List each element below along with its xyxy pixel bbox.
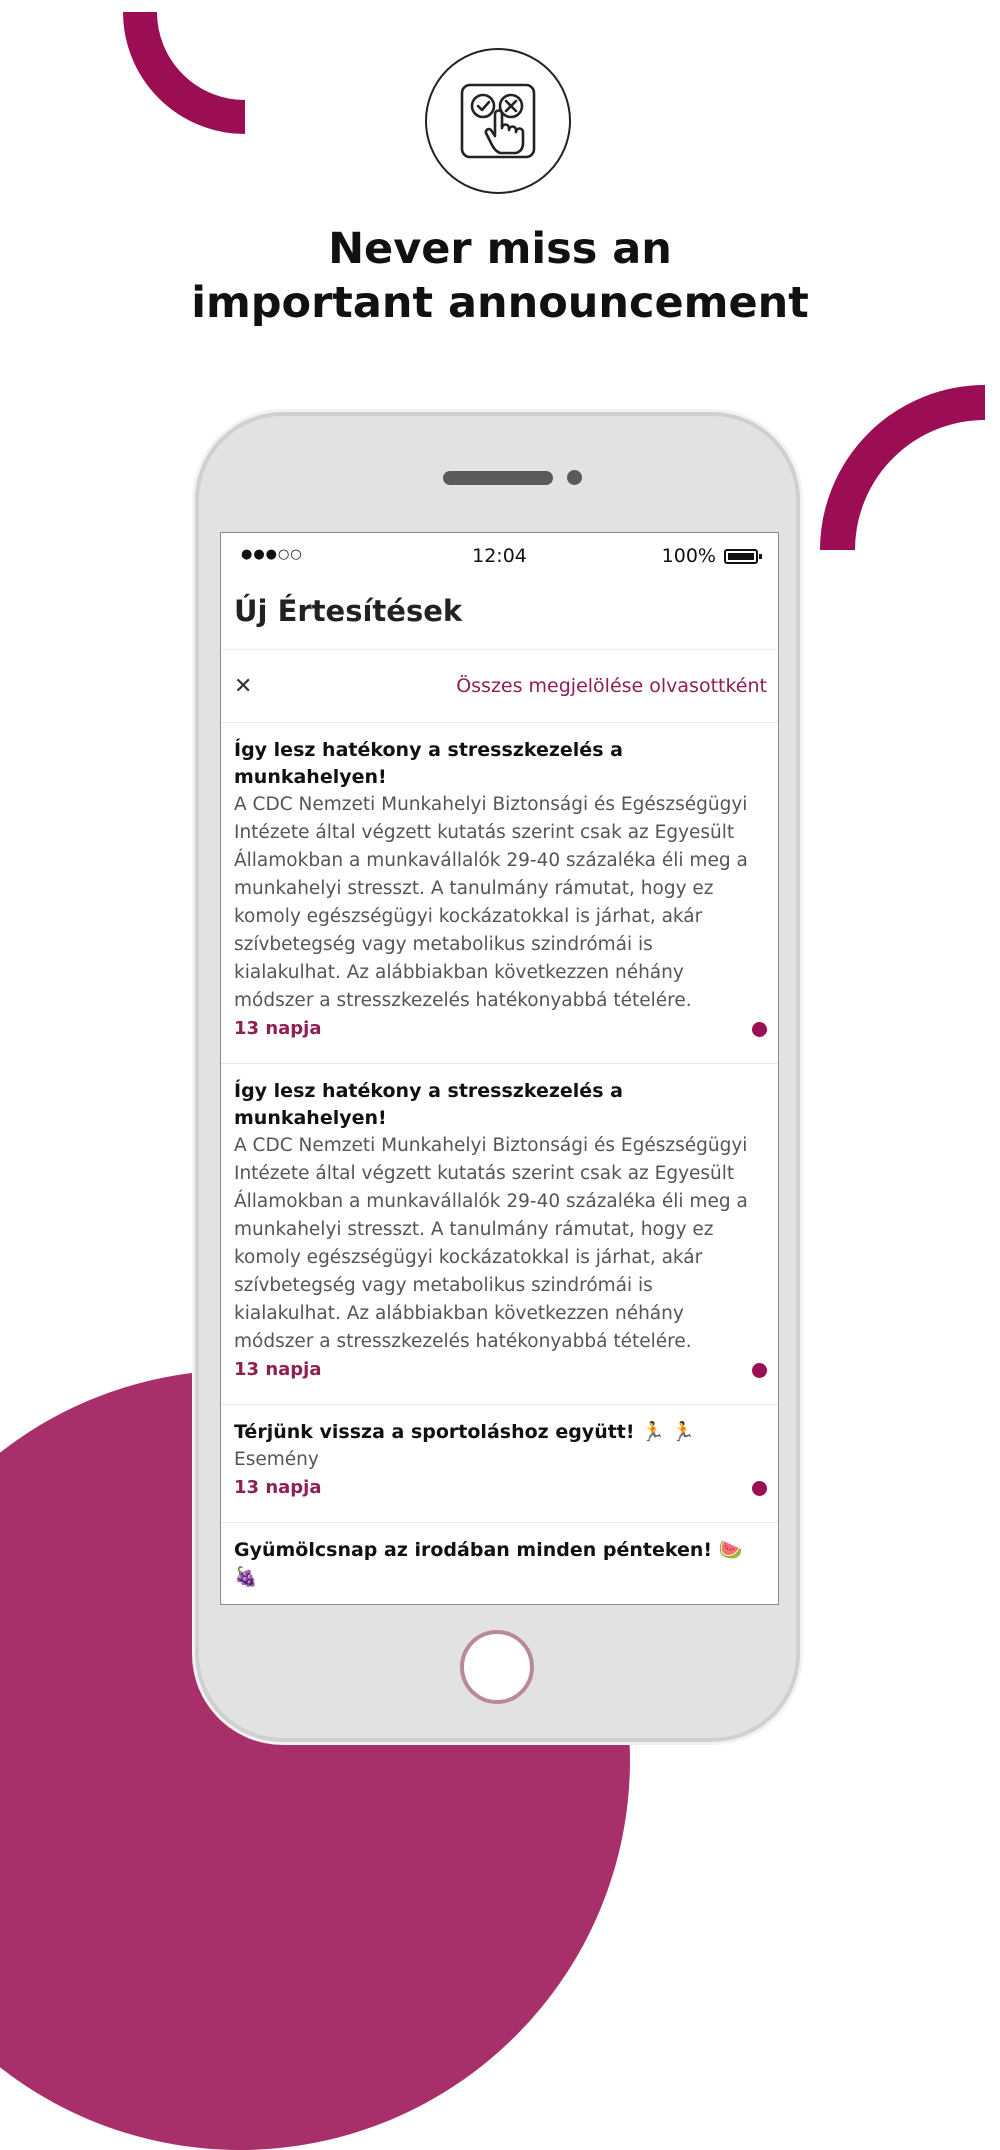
notification-title: Így lesz hatékony a stresszkezelés a munkahelyen! — [234, 739, 623, 788]
headline-line-1: Never miss an — [328, 224, 672, 274]
notification-time: 13 napja — [234, 1018, 322, 1039]
decorative-arc-right — [820, 385, 1000, 715]
phone-speaker — [443, 471, 553, 485]
unread-dot-icon — [752, 1022, 767, 1037]
notification-time: 13 napja — [234, 1477, 322, 1498]
notification-item[interactable] — [221, 1523, 778, 1605]
notification-time: 13 napja — [234, 1359, 322, 1380]
notification-body: A CDC Nemzeti Munkahelyi Biztonsági és Egészségügyi Intézete által végzett kutatás szerint csak az Egyesült Államokban a munkavállalók 29-40 százaléka éli meg a munkahelyi stresszt. A tanulmány rámutat, hogy ez komoly egészségügyi kockázatokkal is járhat, akár szívbetegség vagy metabolikus szindrómái is kialakulhat. Az alábbiakban következzen néhány módszer a stresszkezelés hatékonyabbá tételére. — [234, 1135, 748, 1352]
notification-body: A CDC Nemzeti Munkahelyi Biztonsági és Egészségügyi Intézete által végzett kutatás szerint csak az Egyesült Államokban a munkavállalók 29-40 százaléka éli meg a munkahelyi stresszt. A tanulmány rámutat, hogy ez komoly egészségügyi kockázatokkal is járhat, akár szívbetegség vagy metabolikus szindrómái is kialakulhat. Az alábbiakban következzen néhány módszer a stresszkezelés hatékonyabbá tételére. — [234, 794, 748, 1011]
page-title: Új Értesítések — [221, 581, 778, 650]
phone-camera — [567, 470, 582, 485]
headline-line-2: important announcement — [191, 278, 809, 328]
notification-actions — [221, 650, 778, 723]
unread-dot-icon — [752, 1363, 767, 1378]
notification-item[interactable] — [221, 1405, 778, 1523]
notification-item[interactable] — [221, 1064, 778, 1405]
unread-dot-icon — [752, 1481, 767, 1496]
phone-screen — [220, 532, 779, 1605]
status-time: 12:04 — [472, 545, 527, 567]
decorative-arc-top — [123, 0, 367, 134]
notification-item[interactable] — [221, 723, 778, 1064]
battery-indicator — [662, 545, 758, 567]
headline — [0, 222, 1000, 330]
status-bar — [221, 533, 778, 581]
notification-title: Így lesz hatékony a stresszkezelés a munkahelyen! — [234, 1080, 623, 1129]
notification-title: Gyümölcsnap az irodában minden pénteken! 🍉 🍇 — [234, 1539, 743, 1588]
close-icon[interactable]: ✕ — [234, 673, 253, 699]
battery-percent: 100% — [661, 545, 716, 567]
battery-icon — [724, 549, 758, 564]
touch-check-cross-icon — [425, 48, 571, 194]
notification-body: Esemény — [234, 1449, 319, 1470]
signal-strength-icon: ●●●○○ — [241, 547, 303, 562]
mark-all-read-button[interactable]: Összes megjelölése olvasottként — [456, 675, 767, 697]
phone-home-button[interactable] — [460, 1630, 534, 1704]
notification-title: Térjünk vissza a sportoláshoz együtt! 🏃 🏃 — [234, 1421, 696, 1443]
